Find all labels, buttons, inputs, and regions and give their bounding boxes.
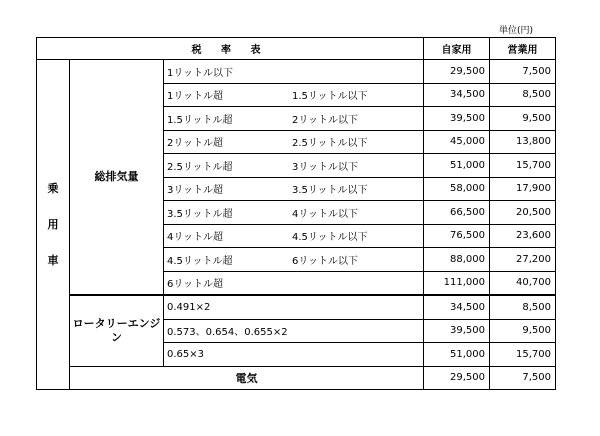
private-value: 39,500 [424,107,490,131]
range-from: 2リットル超 [167,138,223,150]
range-from: 6リットル超 [167,279,223,291]
private-value: 58,000 [424,177,490,201]
private-value: 51,000 [424,343,490,367]
range-from: 4リットル超 [167,232,223,244]
business-value: 8,500 [490,295,556,319]
range-to: 2リットル以下 [292,114,358,126]
business-value: 8,500 [490,83,556,107]
table-row [37,366,556,390]
business-value: 9,500 [490,319,556,343]
row-description [164,60,424,84]
table-row [37,60,556,84]
business-value: 20,500 [490,201,556,225]
private-value: 29,500 [424,366,490,390]
range-to: 3リットル以下 [292,161,358,173]
header-private: 自家用 [424,38,490,60]
private-value: 76,500 [424,224,490,248]
header-business: 営業用 [490,38,556,60]
row-description: 0.65×3 [164,343,424,367]
business-value: 15,700 [490,343,556,367]
business-value: 23,600 [490,224,556,248]
vehicle-type-char: 用 [47,217,59,231]
row-description [164,83,424,107]
range-from: 1リットル以下 [167,67,233,79]
private-value: 51,000 [424,154,490,178]
range-to: 6リットル以下 [292,255,358,267]
business-value: 40,700 [490,271,556,295]
business-value: 7,500 [490,366,556,390]
table-row [37,295,556,319]
private-value: 34,500 [424,83,490,107]
electric-label: 電気 [70,366,424,390]
private-value: 39,500 [424,319,490,343]
range-from: 4.5リットル超 [167,255,233,267]
range-from: 1リットル超 [167,91,223,103]
row-description [164,107,424,131]
row-description [164,154,424,178]
vehicle-type-cell [37,60,70,390]
range-to: 4リットル以下 [292,208,358,220]
private-value: 88,000 [424,248,490,272]
tax-rate-table [36,37,556,390]
business-value: 9,500 [490,107,556,131]
table-header-row [37,38,556,60]
rotary-group-label: ロータリーエンジン [70,295,164,366]
range-to: 4.5リットル以下 [292,232,368,244]
displacement-group-label: 総排気量 [70,60,164,296]
range-from: 3リットル超 [167,185,223,197]
private-value: 111,000 [424,271,490,295]
range-from: 1.5リットル超 [167,114,233,126]
range-from: 3.5リットル超 [167,208,233,220]
vehicle-type-char: 乗 [47,181,59,195]
row-description [164,177,424,201]
range-to: 1.5リットル以下 [292,91,368,103]
row-description [164,201,424,225]
table-title: 税 率 表 [37,38,424,60]
range-to: 3.5リットル以下 [292,185,368,197]
row-description [164,130,424,154]
private-value: 29,500 [424,60,490,84]
row-description: 0.573、0.654、0.655×2 [164,319,424,343]
row-description: 0.491×2 [164,295,424,319]
range-from: 2.5リットル超 [167,161,233,173]
unit-label: 単位(円) [499,26,534,36]
business-value: 27,200 [490,248,556,272]
business-value: 17,900 [490,177,556,201]
range-to: 2.5リットル以下 [292,138,368,150]
private-value: 45,000 [424,130,490,154]
private-value: 66,500 [424,201,490,225]
vehicle-type-char: 車 [47,253,59,267]
row-description [164,248,424,272]
row-description [164,224,424,248]
business-value: 15,700 [490,154,556,178]
business-value: 13,800 [490,130,556,154]
business-value: 7,500 [490,60,556,84]
row-description [164,271,424,295]
private-value: 34,500 [424,295,490,319]
